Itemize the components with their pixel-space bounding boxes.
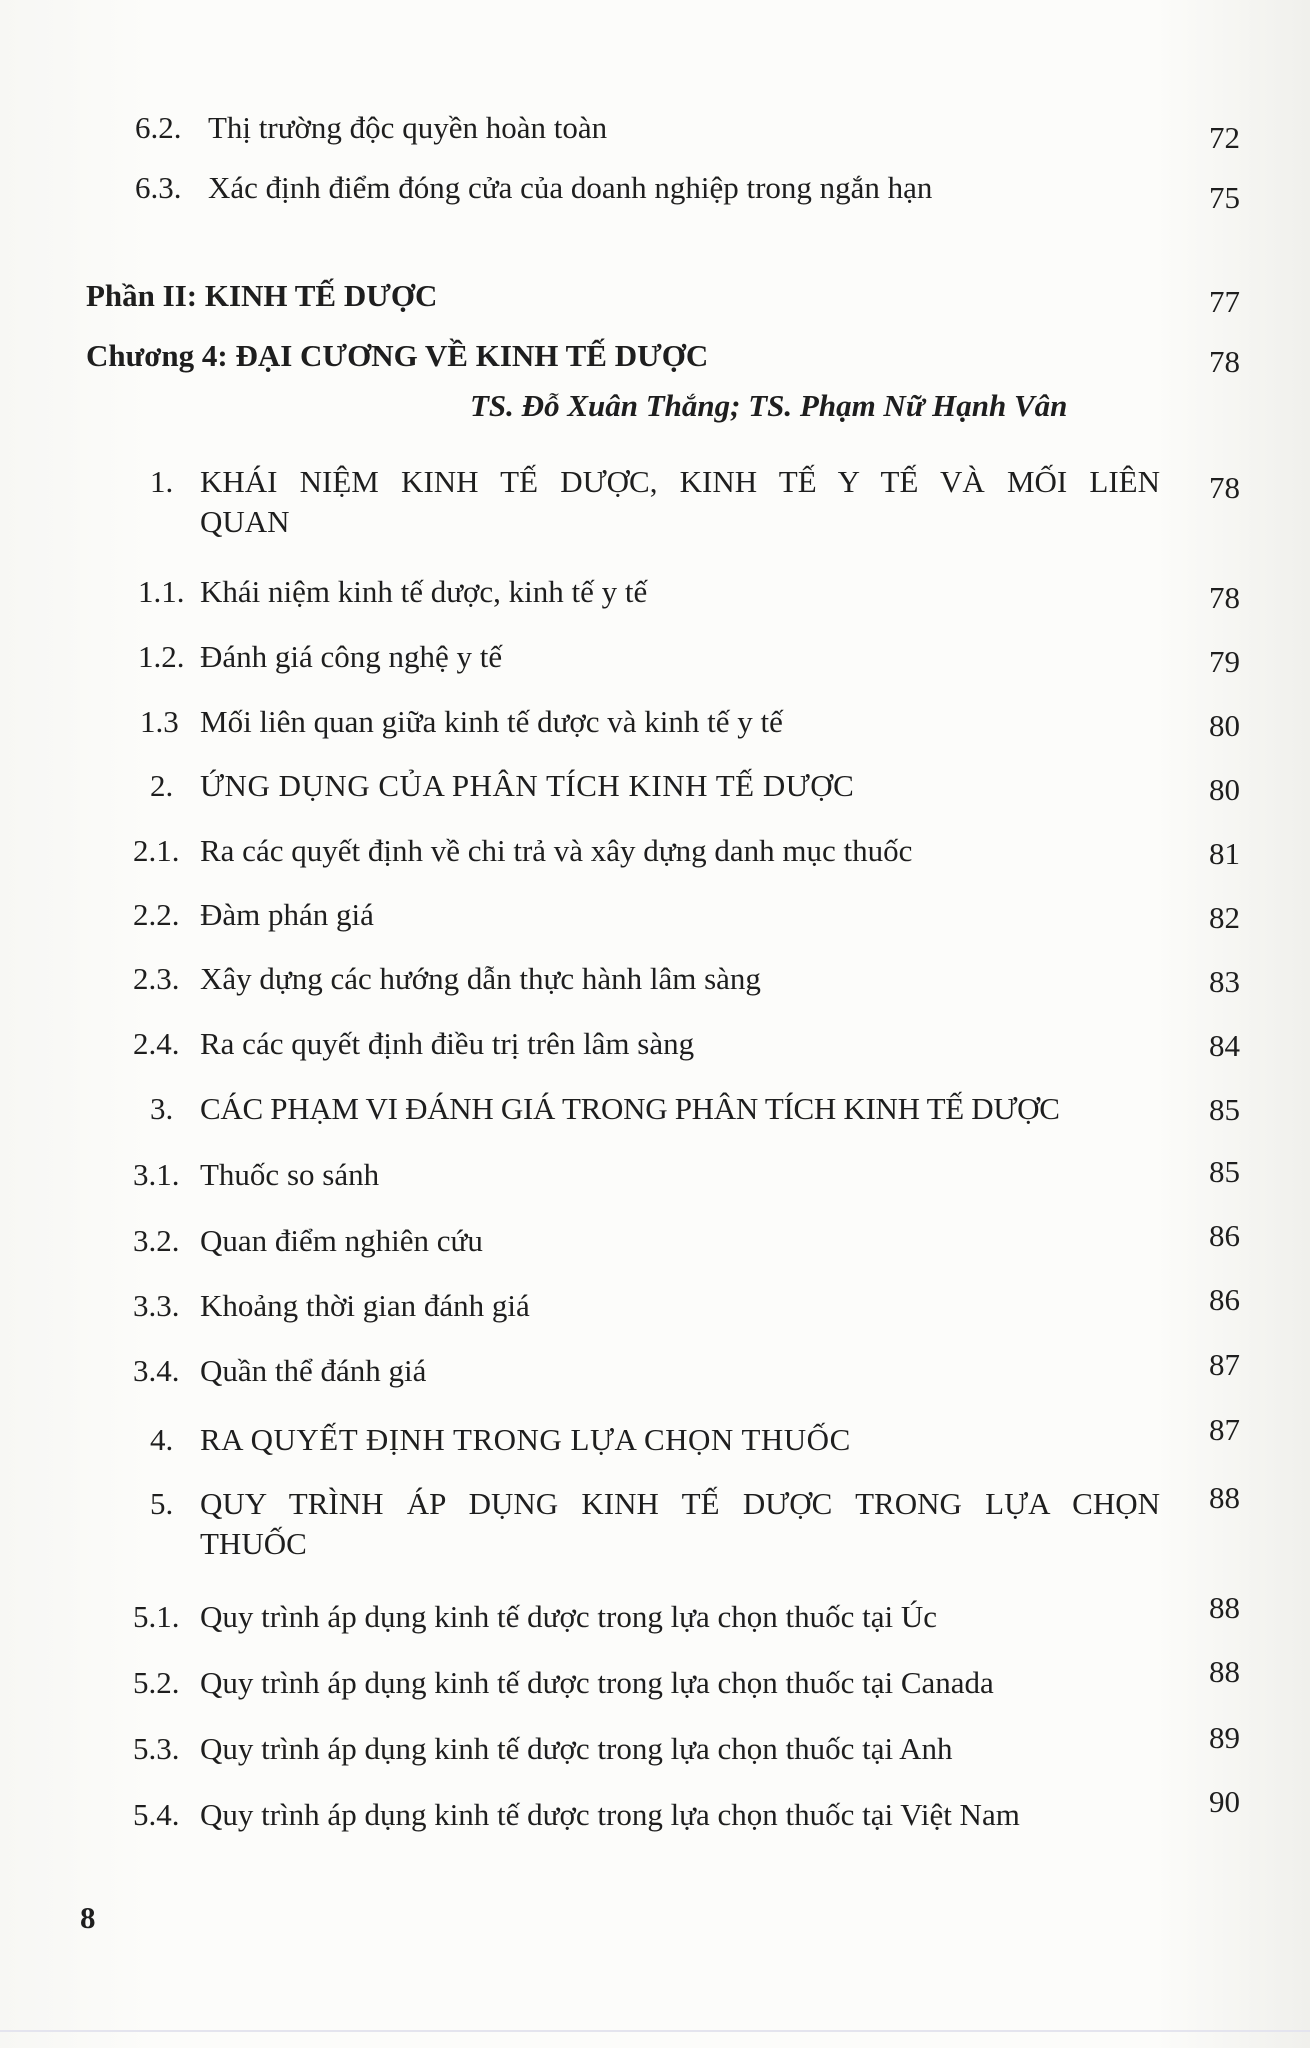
toc-entry-number: 6.3.	[135, 170, 182, 205]
toc-entry-page: 83	[1209, 964, 1240, 999]
toc-entry-title	[200, 1484, 1160, 1564]
toc-entry-page: 88	[1209, 1590, 1240, 1625]
toc-entry-title: Xác định điểm đóng cửa của doanh nghiệp trong ngắn hạn	[208, 170, 933, 205]
toc-entry-page: 87	[1209, 1412, 1240, 1447]
toc-entry-page: 90	[1209, 1784, 1240, 1819]
toc-entry-page: 88	[1209, 1654, 1240, 1689]
toc-entry-number: 5.2.	[133, 1665, 180, 1700]
toc-entry-number: 3.4.	[133, 1353, 180, 1388]
toc-entry-page: 85	[1209, 1092, 1240, 1127]
toc-entry-page: 78	[1209, 470, 1240, 505]
toc-entry-page: 86	[1209, 1218, 1240, 1253]
toc-entry-number: 5.1.	[133, 1599, 180, 1634]
toc-entry-number: 1.	[150, 464, 174, 499]
toc-entry-page: 77	[1209, 284, 1240, 319]
toc-entry-number: 5.3.	[133, 1731, 180, 1766]
toc-entry-number: 5.4.	[133, 1797, 180, 1832]
toc-entry-number: 1.3	[140, 704, 179, 739]
toc-entry-title: Thị trường độc quyền hoàn toàn	[208, 110, 608, 145]
toc-entry-number: 3.	[150, 1091, 174, 1126]
toc-entry-number: 4.	[150, 1422, 174, 1457]
chapter-authors: TS. Đỗ Xuân Thắng; TS. Phạm Nữ Hạnh Vân	[470, 388, 1068, 423]
toc-entry-title: Quy trình áp dụng kinh tế dược trong lựa chọn thuốc tại Úc	[200, 1599, 938, 1634]
toc-entry-title-line: QUAN	[200, 504, 290, 539]
toc-entry-page: 87	[1209, 1347, 1240, 1382]
toc-entry-title: Quan điểm nghiên cứu	[200, 1223, 483, 1258]
toc-entry-number: 3.3.	[133, 1288, 180, 1323]
toc-entry-title: Xây dựng các hướng dẫn thực hành lâm sàng	[200, 961, 761, 996]
toc-entry-page: 78	[1209, 344, 1240, 379]
toc-entry-title: ỨNG DỤNG CỦA PHÂN TÍCH KINH TẾ DƯỢC	[200, 768, 855, 803]
toc-entry-page: 81	[1209, 836, 1240, 871]
chapter-heading: Chương 4: ĐẠI CƯƠNG VỀ KINH TẾ DƯỢC	[86, 338, 709, 373]
toc-entry-title: Ra các quyết định điều trị trên lâm sàng	[200, 1026, 695, 1061]
toc-entry-title: Quần thể đánh giá	[200, 1353, 427, 1388]
toc-entry-number: 3.1.	[133, 1157, 180, 1192]
page-number: 8	[80, 1900, 96, 1935]
toc-entry-page: 89	[1209, 1720, 1240, 1755]
toc-entry-title: Quy trình áp dụng kinh tế dược trong lựa chọn thuốc tại Việt Nam	[200, 1797, 1020, 1832]
toc-entry-page: 84	[1209, 1028, 1240, 1063]
toc-entry-title: Mối liên quan giữa kinh tế dược và kinh tế y tế	[200, 704, 783, 739]
toc-entry-title: Khoảng thời gian đánh giá	[200, 1288, 530, 1323]
toc-entry-title	[200, 462, 1160, 542]
toc-entry-page: 72	[1209, 120, 1240, 155]
toc-entry-title: CÁC PHẠM VI ĐÁNH GIÁ TRONG PHÂN TÍCH KINH TẾ DƯỢC	[200, 1091, 1060, 1126]
toc-entry-number: 6.2.	[135, 110, 182, 145]
toc-entry-title: Đàm phán giá	[200, 897, 374, 932]
toc-entry-number: 1.2.	[138, 639, 185, 674]
toc-entry-page: 75	[1209, 180, 1240, 215]
toc-entry-number: 2.4.	[133, 1026, 180, 1061]
toc-entry-page: 80	[1209, 772, 1240, 807]
toc-entry-title: Quy trình áp dụng kinh tế dược trong lựa chọn thuốc tại Canada	[200, 1665, 994, 1700]
toc-entry-page: 80	[1209, 708, 1240, 743]
toc-entry-number: 2.3.	[133, 961, 180, 996]
toc-entry-page: 88	[1209, 1480, 1240, 1515]
toc-entry-title: Ra các quyết định về chi trả và xây dựng danh mục thuốc	[200, 833, 913, 868]
toc-entry-title: Khái niệm kinh tế dược, kinh tế y tế	[200, 574, 648, 609]
toc-entry-number: 5.	[150, 1486, 174, 1521]
toc-entry-number: 3.2.	[133, 1223, 180, 1258]
toc-entry-number: 2.1.	[133, 833, 180, 868]
part-heading: Phần II: KINH TẾ DƯỢC	[86, 278, 438, 313]
toc-entry-page: 78	[1209, 580, 1240, 615]
toc-entry-title-line: THUỐC	[200, 1526, 307, 1561]
toc-entry-number: 2.	[150, 768, 174, 803]
toc-entry-page: 82	[1209, 900, 1240, 935]
toc-entry-title: Thuốc so sánh	[200, 1157, 380, 1192]
toc-entry-number: 1.1.	[138, 574, 185, 609]
toc-entry-number: 2.2.	[133, 897, 180, 932]
toc-entry-title: RA QUYẾT ĐỊNH TRONG LỰA CHỌN THUỐC	[200, 1422, 851, 1457]
toc-entry-page: 85	[1209, 1154, 1240, 1189]
toc-entry-page: 86	[1209, 1282, 1240, 1317]
toc-entry-title-line: KHÁI NIỆM KINH TẾ DƯỢC, KINH TẾ Y TẾ VÀ MỐI LIÊN	[200, 464, 1160, 499]
toc-entry-title-line: QUY TRÌNH ÁP DỤNG KINH TẾ DƯỢC TRONG LỰA CHỌN	[200, 1486, 1160, 1521]
toc-entry-page: 79	[1209, 644, 1240, 679]
toc-entry-title: Quy trình áp dụng kinh tế dược trong lựa chọn thuốc tại Anh	[200, 1731, 953, 1766]
bottom-edge	[0, 2030, 1310, 2032]
toc-entry-title: Đánh giá công nghệ y tế	[200, 639, 503, 674]
